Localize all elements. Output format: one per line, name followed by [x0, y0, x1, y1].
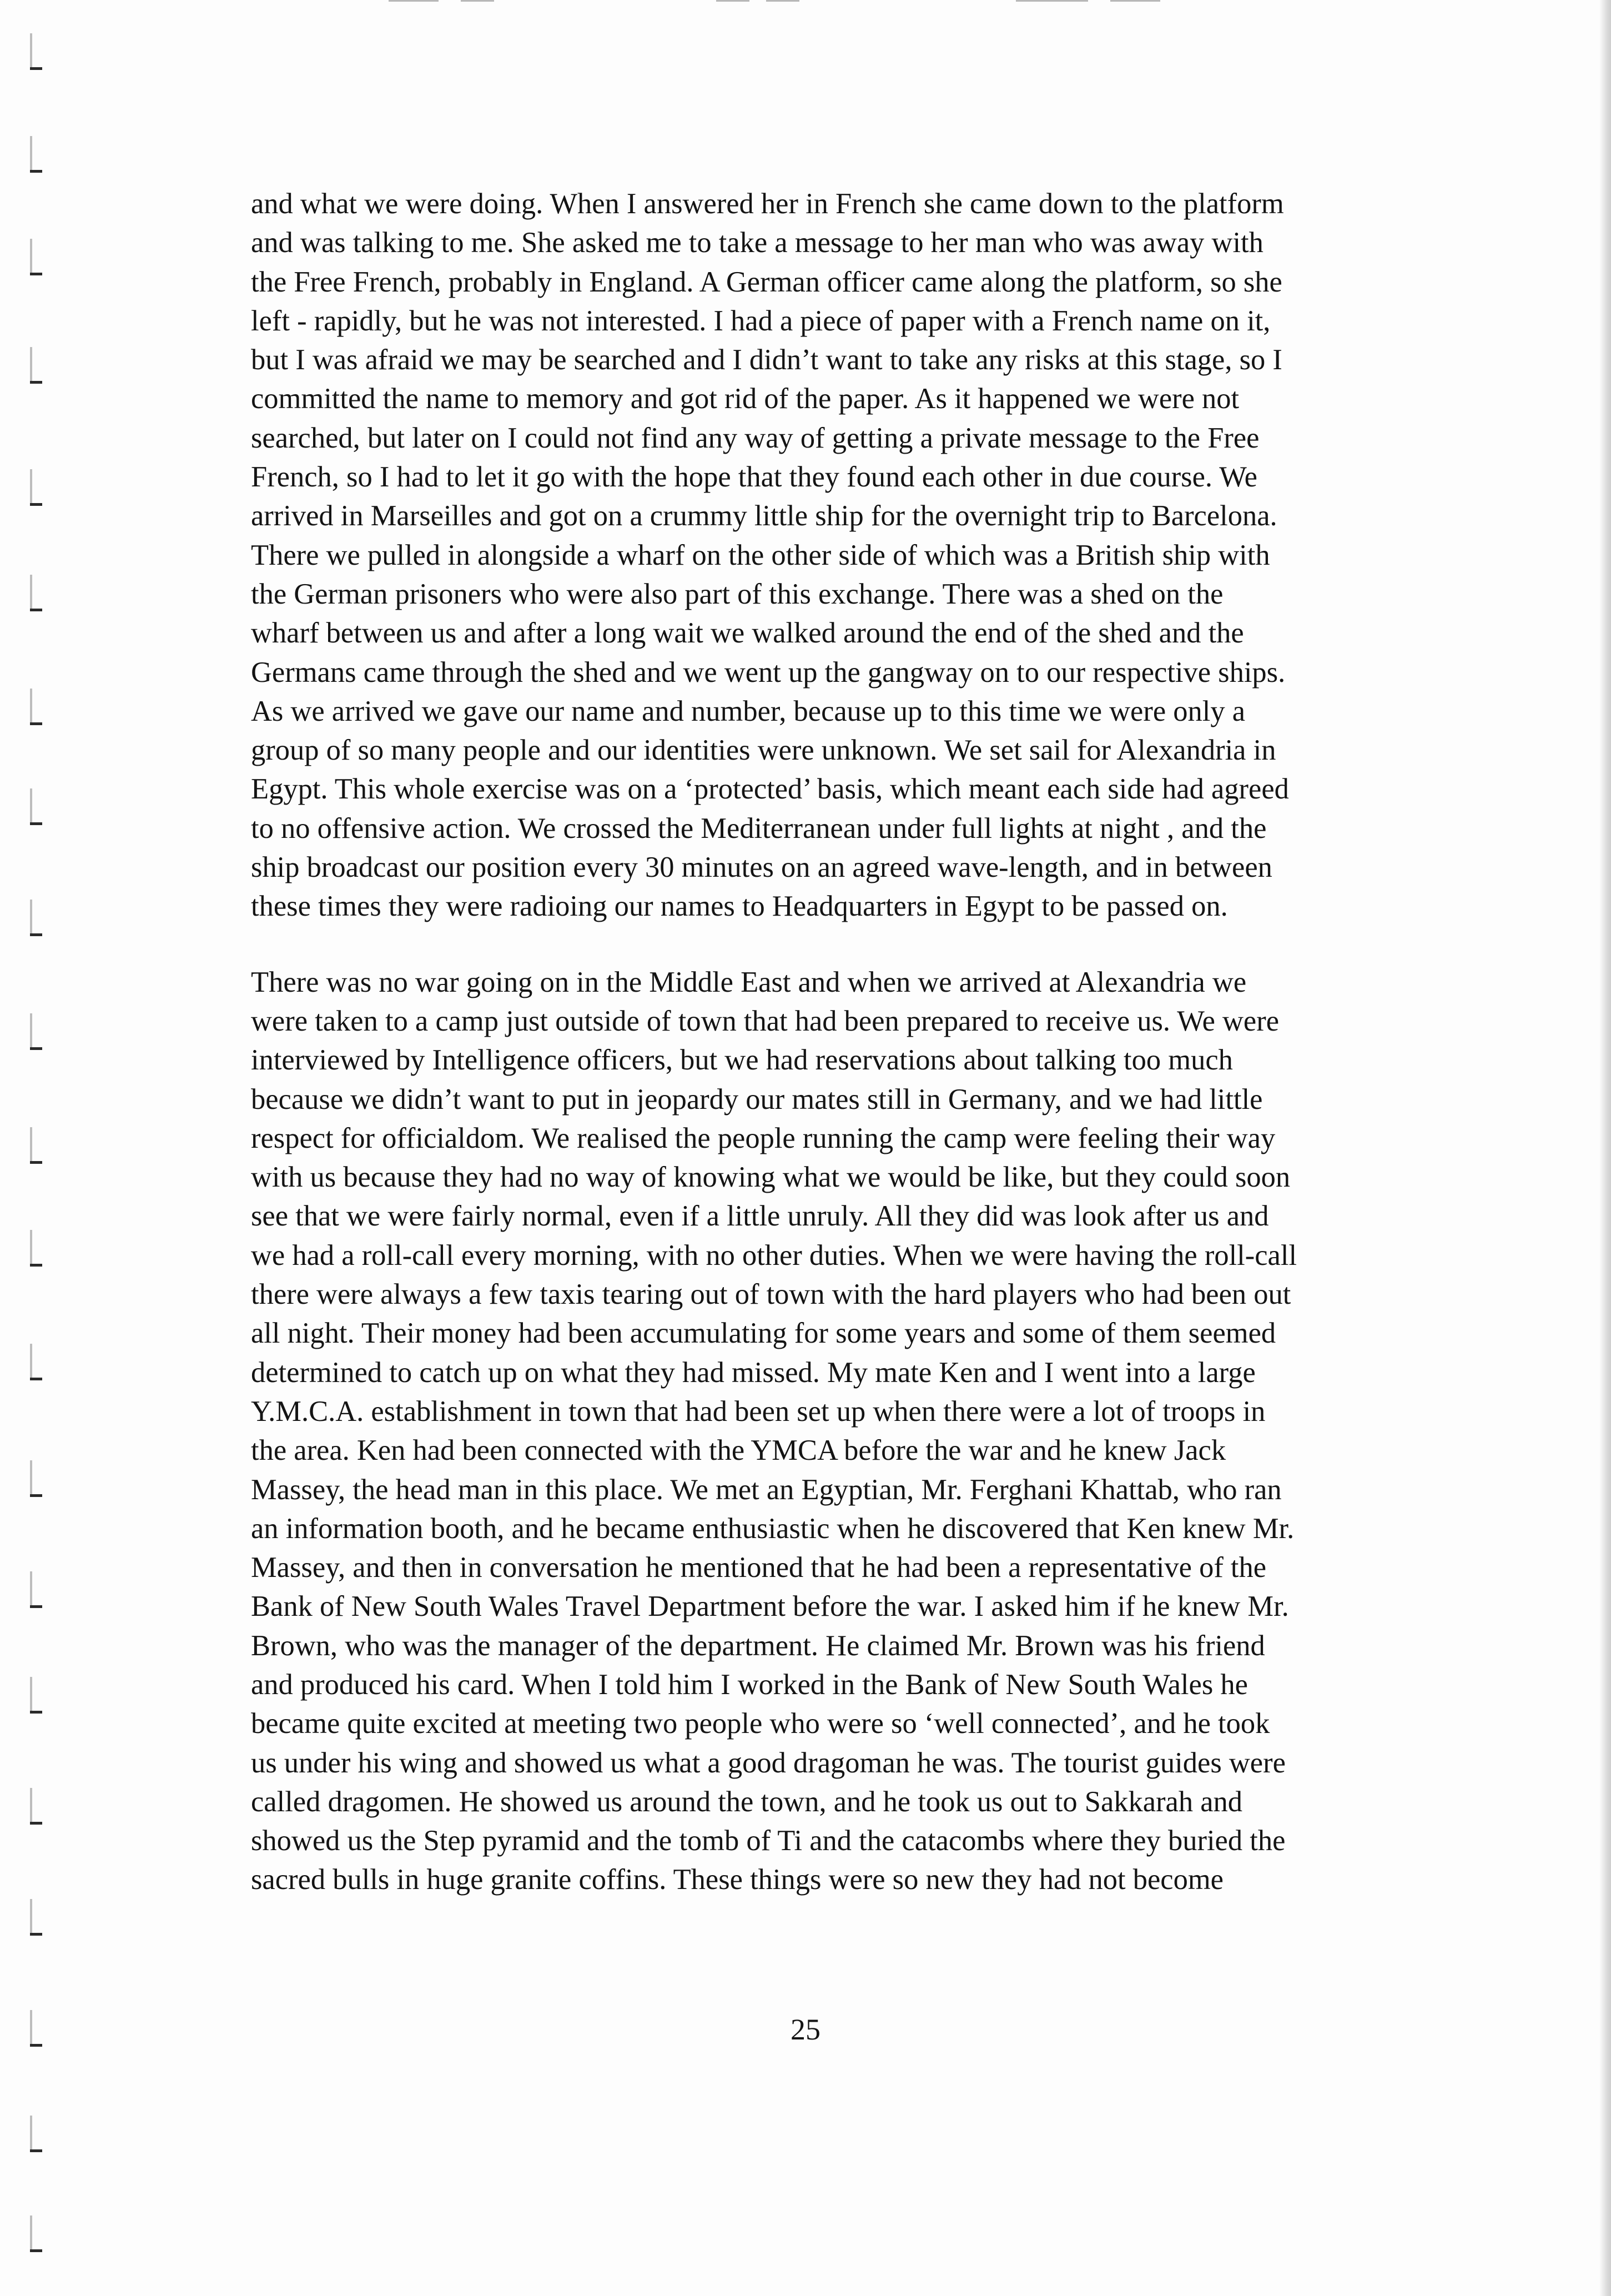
- text-line: interviewed by Intelligence officers, but we had reservations about talking too much: [251, 1044, 1233, 1077]
- binding-mark: [27, 1677, 49, 1717]
- text-line: There was no war going on in the Middle East and when we arrived at Alexandria we: [251, 966, 1247, 998]
- text-line: and what we were doing. When I answered her in French she came down to the platform: [251, 188, 1284, 220]
- text-line: these times they were radioing our names to Headquarters in Egypt to be passed on.: [251, 890, 1228, 923]
- paragraph-2: [251, 963, 1400, 1900]
- text-line: determined to catch up on what they had missed. My mate Ken and I went into a large: [251, 1356, 1256, 1389]
- text-line: Germans came through the shed and we went up the gangway on to our respective ships.: [251, 656, 1286, 689]
- text-line: sacred bulls in huge granite coffins. These things were so new they had not become: [251, 1863, 1224, 1896]
- text-line: and produced his card. When I told him I worked in the Bank of New South Wales he: [251, 1668, 1248, 1701]
- paragraph-1: [251, 184, 1400, 926]
- text-line: the Free French, probably in England. A German officer came along the platform, so she: [251, 265, 1282, 298]
- top-edge-mark: [1110, 0, 1160, 2]
- text-line: the area. Ken had been connected with the YMCA before the war and he knew Jack: [251, 1434, 1226, 1467]
- top-edge-mark: [461, 0, 494, 2]
- binding-mark: [27, 1899, 49, 1939]
- top-edge-mark: [389, 0, 439, 2]
- top-edge-mark: [716, 0, 749, 2]
- binding-mark: [27, 1344, 49, 1384]
- text-line: searched, but later on I could not find any way of getting a private message to the Free: [251, 421, 1260, 454]
- text-line: There we pulled in alongside a wharf on the other side of which was a British ship with: [251, 539, 1270, 571]
- binding-mark: [27, 1230, 49, 1270]
- binding-mark: [27, 788, 49, 828]
- binding-marks: [27, 0, 60, 2296]
- text-line: us under his wing and showed us what a good dragoman he was. The tourist guides were: [251, 1746, 1286, 1779]
- binding-mark: [27, 689, 49, 729]
- text-line: with us because they had no way of knowing what we would be like, but they could soon: [251, 1161, 1291, 1194]
- text-line: there were always a few taxis tearing out of town with the hard players who had been out: [251, 1278, 1291, 1311]
- text-line: see that we were fairly normal, even if a little unruly. All they did was look after us and: [251, 1200, 1269, 1233]
- binding-mark: [27, 1788, 49, 1828]
- text-line: showed us the Step pyramid and the tomb of Ti and the catacombs where they buried the: [251, 1825, 1286, 1857]
- top-edge-mark: [1016, 0, 1088, 2]
- binding-mark: [27, 1127, 49, 1167]
- text-line: called dragomen. He showed us around the town, and he took us out to Sakkarah and: [251, 1785, 1243, 1818]
- text-line: respect for officialdom. We realised the people running the camp were feeling their way: [251, 1122, 1276, 1154]
- text-line: wharf between us and after a long wait we walked around the end of the shed and the: [251, 617, 1244, 650]
- binding-mark: [27, 900, 49, 939]
- page-number: 25: [791, 2013, 820, 2046]
- text-line: ship broadcast our position every 30 minutes on an agreed wave-length, and in between: [251, 851, 1272, 884]
- text-line: French, so I had to let it go with the hope that they found each other in due course. We: [251, 461, 1257, 494]
- text-line: we had a roll-call every morning, with no other duties. When we were having the roll-call: [251, 1239, 1297, 1272]
- binding-mark: [27, 347, 49, 387]
- text-line: Egypt. This whole exercise was on a ‘protected’ basis, which meant each side had agreed: [251, 773, 1289, 806]
- text-line: Massey, the head man in this place. We met an Egyptian, Mr. Ferghani Khattab, who ran: [251, 1473, 1282, 1506]
- text-line: arrived in Marseilles and got on a crummy little ship for the overnight trip to Barcelona.: [251, 500, 1277, 532]
- binding-mark: [27, 1013, 49, 1053]
- binding-mark: [27, 239, 49, 279]
- binding-mark: [27, 33, 49, 73]
- binding-mark: [27, 2116, 49, 2156]
- text-line: Y.M.C.A. establishment in town that had been set up when there were a lot of troops in: [251, 1395, 1266, 1428]
- text-line: all night. Their money had been accumulating for some years and some of them seemed: [251, 1317, 1276, 1350]
- text-line: an information booth, and he became enthusiastic when he discovered that Ken knew Mr.: [251, 1512, 1295, 1545]
- text-line: Bank of New South Wales Travel Department before the war. I asked him if he knew Mr.: [251, 1590, 1289, 1623]
- top-edge-mark: [766, 0, 799, 2]
- text-line: the German prisoners who were also part of this exchange. There was a shed on the: [251, 577, 1224, 610]
- text-line: became quite excited at meeting two people who were so ‘well connected’, and he took: [251, 1707, 1270, 1740]
- text-line: committed the name to memory and got rid of the paper. As it happened we were not: [251, 383, 1240, 415]
- text-line: and was talking to me. She asked me to take a message to her man who was away with: [251, 227, 1263, 259]
- scan-edge-shadow: [1599, 0, 1611, 2296]
- binding-mark: [27, 1571, 49, 1611]
- binding-mark: [27, 136, 49, 176]
- text-line: group of so many people and our identities were unknown. We set sail for Alexandria in: [251, 734, 1276, 767]
- text-line: Brown, who was the manager of the department. He claimed Mr. Brown was his friend: [251, 1629, 1265, 1662]
- body-text: [251, 184, 1400, 1900]
- text-line: to no offensive action. We crossed the Mediterranean under full lights at night , and the: [251, 812, 1267, 845]
- text-line: left - rapidly, but he was not interested. I had a piece of paper with a French name on it,: [251, 304, 1271, 337]
- text-line: but I was afraid we may be searched and I didn’t want to take any risks at this stage, so I: [251, 344, 1282, 376]
- binding-mark: [27, 2215, 49, 2255]
- binding-mark: [27, 1460, 49, 1500]
- binding-mark: [27, 469, 49, 509]
- binding-mark: [27, 575, 49, 615]
- text-line: were taken to a camp just outside of town that had been prepared to receive us. We were: [251, 1004, 1280, 1037]
- text-line: because we didn’t want to put in jeopardy our mates still in Germany, and we had little: [251, 1083, 1263, 1116]
- text-line: Massey, and then in conversation he mentioned that he had been a representative of the: [251, 1551, 1267, 1584]
- text-line: As we arrived we gave our name and number, because up to this time we were only a: [251, 695, 1246, 727]
